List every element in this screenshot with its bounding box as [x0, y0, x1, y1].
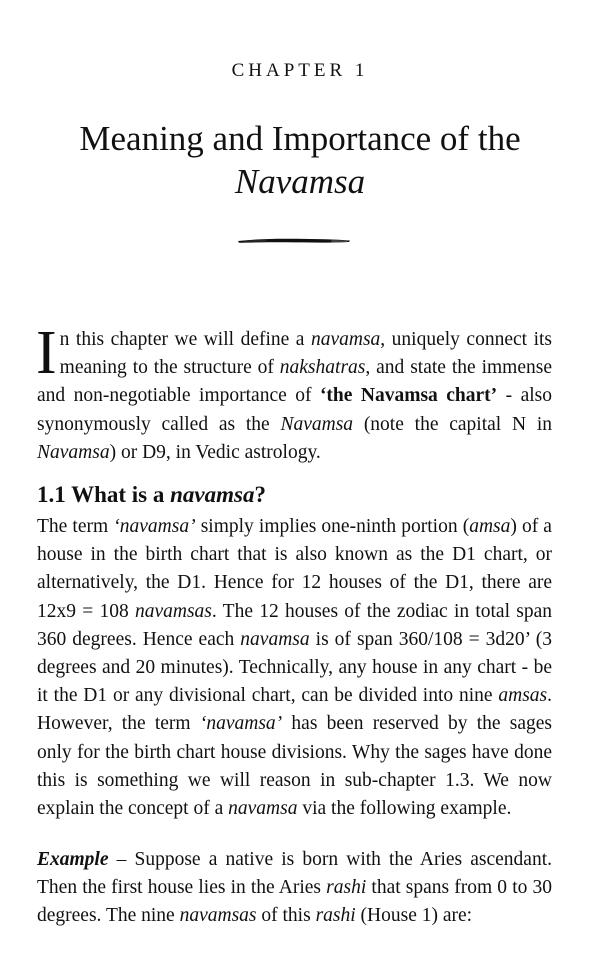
example-italic: navamsas: [179, 905, 257, 927]
example-paragraph: [37, 846, 552, 931]
def-italic: ‘navamsa’: [199, 713, 283, 735]
intro-italic: Navamsa: [280, 413, 354, 435]
def-text: The term: [37, 516, 114, 537]
intro-text: n this chapter we will define a: [59, 329, 311, 350]
example-text: of this: [256, 905, 316, 927]
def-italic: navamsas: [134, 600, 212, 622]
intro-paragraph: [36, 319, 553, 467]
example-text: that spans from 0 to 30 degrees. The nine: [37, 877, 552, 927]
intro-italic: nakshatras: [279, 357, 366, 379]
section-heading-suffix: ?: [254, 482, 266, 507]
def-italic: amsas: [498, 685, 548, 707]
intro-text: , and state the immense and non-negotiable importance of: [37, 357, 552, 407]
chapter-label: CHAPTER 1: [231, 60, 369, 81]
def-text: simply implies one-ninth portion (: [195, 516, 470, 537]
def-text: has been reserved by the sages only for the birth chart house divisions. Why the sages have done this is something we will reason in sub-chapter 1.3. We now explain the concept of a: [37, 713, 553, 820]
intro-text: - also synonymously called as the: [37, 385, 553, 435]
intro-text: (note the capital N in: [353, 413, 552, 435]
def-text: ) of a house in the birth chart that is also known as the D1 chart, or alternatively, the D1. Hence for 12 houses of the D1, there are 12x9 = 108: [37, 516, 552, 622]
intro-text: ) or D9, in Vedic astrology.: [109, 441, 321, 463]
intro-bold: ‘the Navamsa chart’: [319, 385, 498, 407]
def-italic: amsa: [469, 516, 511, 537]
example-text: – Suppose a native is born with the Aries ascendant. Then the first house lies in the Aries: [37, 849, 552, 899]
intro-italic: Navamsa: [37, 441, 110, 463]
brush-stroke-ornament-icon: [236, 236, 352, 245]
intro-italic: navamsa: [310, 329, 381, 350]
section-heading-prefix: 1.1 What is a: [37, 482, 171, 507]
def-italic: navamsa: [240, 628, 310, 650]
section-heading-italic: navamsa: [170, 482, 255, 507]
definition-paragraph: [37, 513, 552, 823]
def-text: is of span 360/108 = 3d20’ (3 degrees and 20 minutes). Technically, any house in any chart - be it the D1 or any divisional chart, can be divided into nine: [37, 628, 553, 707]
intro-text: , uniquely connect its meaning to the structure of: [59, 329, 552, 379]
chapter-title-line2: Navamsa: [234, 162, 366, 201]
def-text: via the following example.: [297, 798, 512, 820]
chapter-title: [20, 117, 580, 203]
example-text: (House 1) are:: [355, 905, 473, 927]
example-label: Example: [37, 849, 109, 870]
def-italic: navamsa: [228, 798, 298, 820]
drop-cap: I: [36, 319, 57, 387]
example-italic: rashi: [315, 905, 356, 927]
chapter-title-line1: Meaning and Importance of the: [79, 119, 521, 158]
def-text: . However, the term: [37, 685, 552, 735]
def-italic: ‘navamsa’: [113, 516, 196, 537]
example-italic: rashi: [326, 877, 367, 899]
section-heading: [37, 482, 266, 508]
def-text: . The 12 houses of the zodiac in total span 360 degrees. Hence each: [37, 600, 552, 650]
